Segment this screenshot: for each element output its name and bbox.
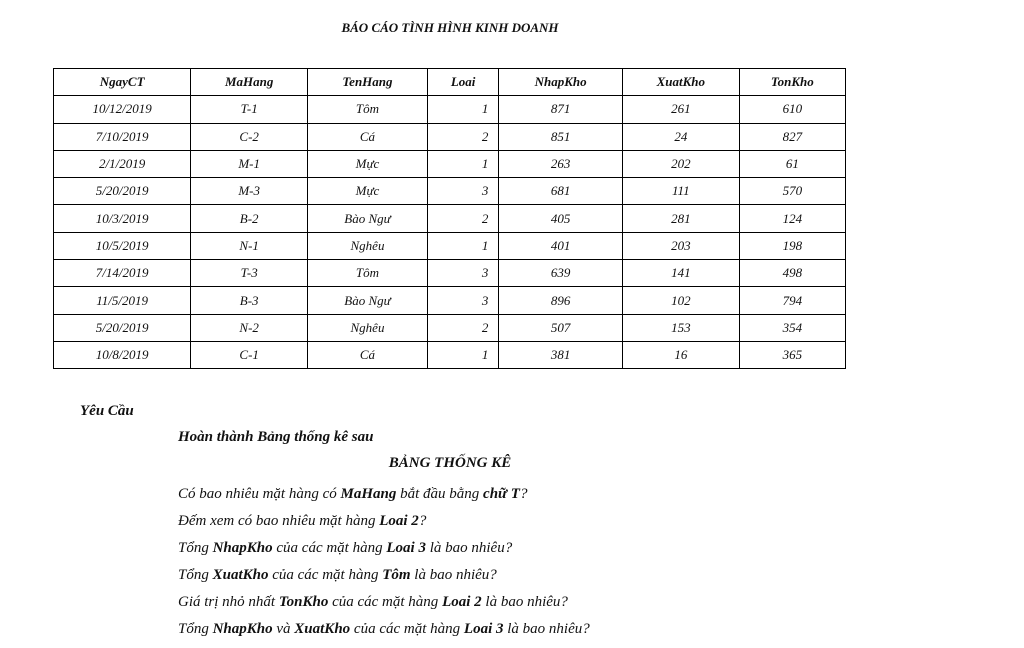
table-cell-mahang: B-3	[191, 287, 308, 314]
question-item	[178, 481, 590, 508]
question-text: Tổng	[178, 567, 213, 583]
table-cell-mahang: T-3	[191, 260, 308, 287]
question-text: là bao nhiêu?	[481, 594, 568, 610]
table-cell-xuatkho: 202	[622, 150, 739, 177]
table-cell-tenhang: Tôm	[308, 260, 428, 287]
questions-list	[178, 481, 590, 643]
question-text: Có bao nhiêu mặt hàng có	[178, 486, 341, 502]
table-cell-nhapkho: 871	[499, 96, 623, 123]
table-row	[54, 287, 846, 314]
table-cell-nhapkho: 851	[499, 123, 623, 150]
table-cell-tonkho: 610	[739, 96, 845, 123]
table-cell-tenhang: Nghêu	[308, 232, 428, 259]
table-row	[54, 314, 846, 341]
table-cell-mahang: N-2	[191, 314, 308, 341]
table-cell-nhapkho: 401	[499, 232, 623, 259]
report-table	[53, 68, 846, 369]
table-cell-tenhang: Bào Ngư	[308, 205, 428, 232]
table-cell-xuatkho: 281	[622, 205, 739, 232]
question-keyword: chữ T	[483, 486, 520, 502]
question-text: ?	[418, 513, 427, 529]
table-cell-ngayct: 7/10/2019	[54, 123, 191, 150]
table-row	[54, 123, 846, 150]
question-keyword: NhapKho	[212, 540, 273, 556]
question-text: là bao nhiêu?	[503, 621, 590, 637]
question-item	[178, 589, 590, 616]
table-cell-mahang: N-1	[191, 232, 308, 259]
question-item	[178, 616, 590, 643]
table-cell-tonkho: 198	[739, 232, 845, 259]
column-header-loai: Loai	[427, 69, 498, 96]
table-cell-nhapkho: 405	[499, 205, 623, 232]
question-text: của các mặt hàng	[328, 594, 443, 610]
table-cell-loai: 1	[427, 232, 498, 259]
question-keyword: Tôm	[382, 567, 411, 583]
table-cell-nhapkho: 381	[499, 341, 623, 368]
table-cell-mahang: C-1	[191, 341, 308, 368]
table-cell-tonkho: 827	[739, 123, 845, 150]
table-cell-mahang: T-1	[191, 96, 308, 123]
table-cell-mahang: M-3	[191, 178, 308, 205]
table-cell-loai: 1	[427, 96, 498, 123]
table-cell-nhapkho: 896	[499, 287, 623, 314]
table-cell-tenhang: Mực	[308, 150, 428, 177]
table-cell-loai: 2	[427, 123, 498, 150]
table-cell-xuatkho: 261	[622, 96, 739, 123]
table-cell-ngayct: 5/20/2019	[54, 178, 191, 205]
question-keyword: MaHang	[340, 486, 397, 502]
question-text: của các mặt hàng	[272, 540, 387, 556]
table-cell-tonkho: 61	[739, 150, 845, 177]
table-cell-xuatkho: 153	[622, 314, 739, 341]
question-item	[178, 535, 590, 562]
requirements-subtitle: Hoàn thành Bảng thống kê sau	[178, 429, 374, 445]
question-text: Giá trị nhỏ nhất	[178, 594, 279, 610]
question-text: Đếm xem có bao nhiêu mặt hàng	[178, 513, 380, 529]
question-text: của các mặt hàng	[268, 567, 383, 583]
question-text: là bao nhiêu?	[425, 540, 513, 556]
table-cell-loai: 3	[427, 178, 498, 205]
column-header-tonkho: TonKho	[739, 69, 845, 96]
question-item	[178, 562, 590, 589]
table-cell-tenhang: Bào Ngư	[308, 287, 428, 314]
table-cell-xuatkho: 111	[622, 178, 739, 205]
question-text: bắt đầu bằng	[396, 486, 484, 502]
question-keyword: NhapKho	[212, 621, 273, 637]
question-keyword: XuatKho	[212, 567, 269, 583]
table-row	[54, 150, 846, 177]
table-cell-loai: 3	[427, 260, 498, 287]
table-cell-nhapkho: 263	[499, 150, 623, 177]
table-cell-xuatkho: 24	[622, 123, 739, 150]
table-cell-tenhang: Cá	[308, 341, 428, 368]
table-cell-loai: 2	[427, 314, 498, 341]
table-cell-ngayct: 10/5/2019	[54, 232, 191, 259]
table-cell-tenhang: Tôm	[308, 96, 428, 123]
table-cell-loai: 1	[427, 341, 498, 368]
requirements-label: Yêu Cầu	[80, 403, 134, 419]
table-cell-xuatkho: 203	[622, 232, 739, 259]
table-body	[54, 96, 846, 369]
table-cell-ngayct: 10/12/2019	[54, 96, 191, 123]
question-keyword: TonKho	[278, 594, 329, 610]
question-text: và	[272, 621, 295, 637]
table-cell-tonkho: 794	[739, 287, 845, 314]
table-cell-tenhang: Cá	[308, 123, 428, 150]
report-title: BÁO CÁO TÌNH HÌNH KINH DOANH	[341, 20, 559, 35]
table-cell-ngayct: 2/1/2019	[54, 150, 191, 177]
table-cell-tonkho: 570	[739, 178, 845, 205]
table-cell-tonkho: 365	[739, 341, 845, 368]
table-cell-xuatkho: 141	[622, 260, 739, 287]
table-cell-mahang: B-2	[191, 205, 308, 232]
table-cell-ngayct: 10/8/2019	[54, 341, 191, 368]
table-cell-nhapkho: 639	[499, 260, 623, 287]
column-header-ngayct: NgayCT	[54, 69, 191, 96]
table-cell-xuatkho: 102	[622, 287, 739, 314]
table-cell-loai: 3	[427, 287, 498, 314]
table-header-row	[54, 69, 846, 96]
table-row	[54, 232, 846, 259]
table-row	[54, 205, 846, 232]
question-keyword: Loai 3	[463, 621, 504, 637]
table-cell-nhapkho: 681	[499, 178, 623, 205]
table-cell-tonkho: 124	[739, 205, 845, 232]
column-header-tenhang: TenHang	[308, 69, 428, 96]
question-keyword: Loai 2	[379, 513, 419, 529]
table-row	[54, 96, 846, 123]
table-cell-nhapkho: 507	[499, 314, 623, 341]
table-row	[54, 341, 846, 368]
question-text: Tổng	[178, 540, 213, 556]
table-cell-loai: 1	[427, 150, 498, 177]
table-cell-mahang: C-2	[191, 123, 308, 150]
table-cell-loai: 2	[427, 205, 498, 232]
table-cell-tonkho: 498	[739, 260, 845, 287]
column-header-nhapkho: NhapKho	[499, 69, 623, 96]
table-cell-ngayct: 10/3/2019	[54, 205, 191, 232]
question-text: của các mặt hàng	[350, 621, 464, 637]
table-row	[54, 178, 846, 205]
table-cell-mahang: M-1	[191, 150, 308, 177]
column-header-xuatkho: XuatKho	[622, 69, 739, 96]
question-keyword: Loai 2	[442, 594, 482, 610]
question-text: Tổng	[178, 621, 213, 637]
table-cell-ngayct: 11/5/2019	[54, 287, 191, 314]
question-text: ?	[519, 486, 528, 502]
statistics-title: BẢNG THỐNG KÊ	[388, 455, 512, 471]
table-cell-tonkho: 354	[739, 314, 845, 341]
table-cell-ngayct: 5/20/2019	[54, 314, 191, 341]
table-cell-tenhang: Nghêu	[308, 314, 428, 341]
question-keyword: XuatKho	[294, 621, 351, 637]
question-item	[178, 508, 590, 535]
column-header-mahang: MaHang	[191, 69, 308, 96]
table-cell-ngayct: 7/14/2019	[54, 260, 191, 287]
table-row	[54, 260, 846, 287]
table-cell-xuatkho: 16	[622, 341, 739, 368]
question-text: là bao nhiêu?	[410, 567, 497, 583]
table-cell-tenhang: Mực	[308, 178, 428, 205]
question-keyword: Loai 3	[386, 540, 426, 556]
